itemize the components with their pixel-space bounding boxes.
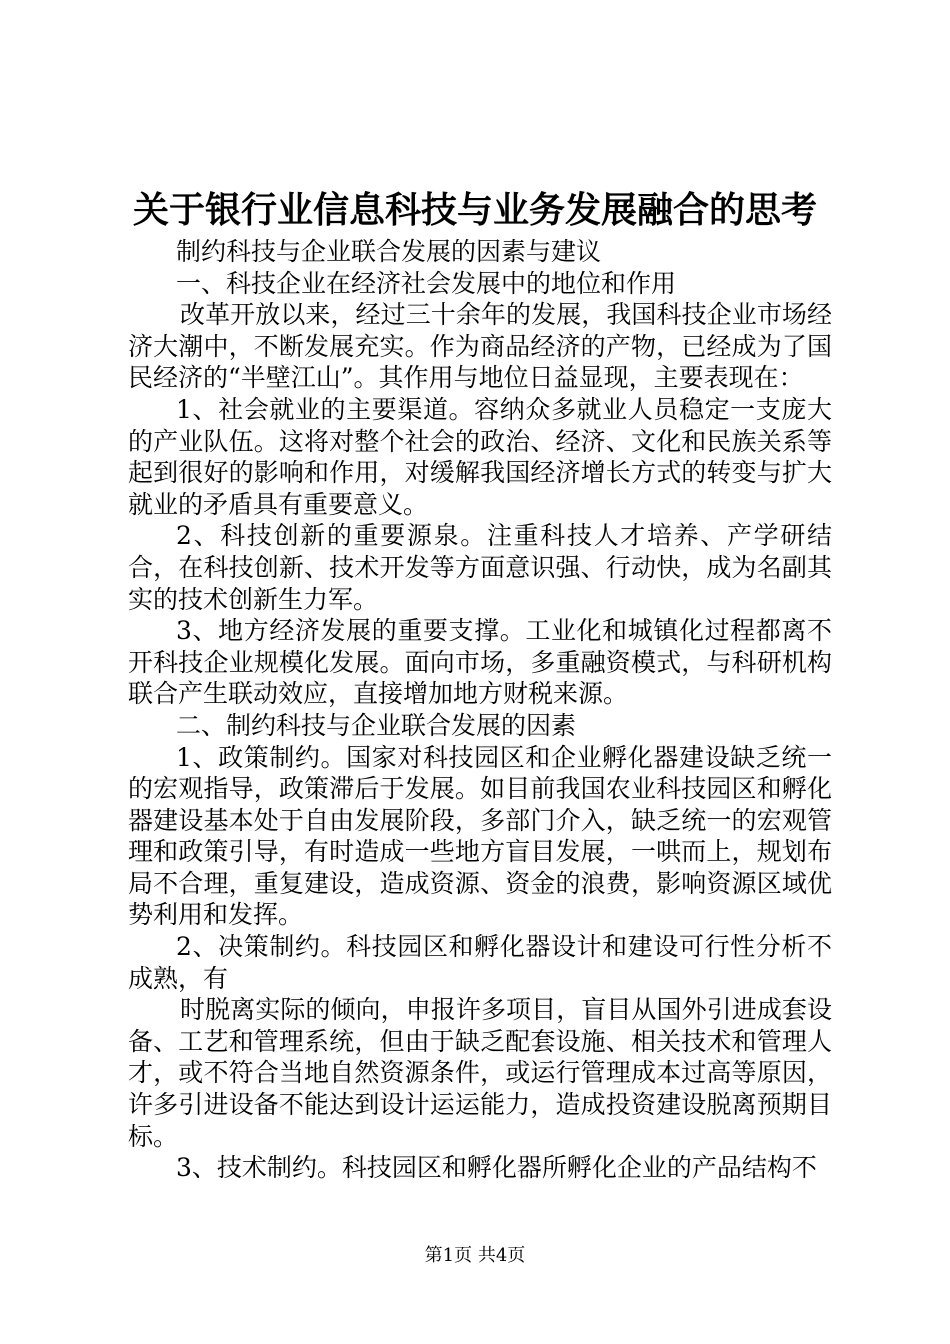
- document-body: [128, 236, 832, 1184]
- paragraph-section-heading-2: 二、制约科技与企业联合发展的因素: [176, 710, 577, 740]
- paragraph-subtitle: 制约科技与企业联合发展的因素与建议: [176, 237, 602, 266]
- paragraph: 时脱离实际的倾向，申报许多项目，盲目从国外引进成套设备、工艺和管理系统，但由于缺乏配套设施、相关技术和管理人才，或不符合当地自然资源条件，或运行管理成本过高等原因，许多引进设备不能达到设计运运能力，造成投资建设脱离预期目标。: [128, 995, 832, 1151]
- paragraph: 3、技术制约。科技园区和孵化器所孵化企业的产品结构不: [176, 1153, 817, 1183]
- paragraph: 2、科技创新的重要源泉。注重科技人才培养、产学研结合，在科技创新、技术开发等方面意识强、行动快，成为名副其实的技术创新生力军。: [128, 521, 832, 614]
- document-title: 关于银行业信息科技与业务发展融合的思考: [132, 189, 817, 231]
- paragraph: 3、地方经济发展的重要支撑。工业化和城镇化过程都离不开科技企业规模化发展。面向市场，多重融资模式，与科研机构联合产生联动效应，直接增加地方财税来源。: [128, 616, 832, 709]
- paragraph: 改革开放以来，经过三十余年的发展，我国科技企业市场经济大潮中，不断发展充实。作为商品经济的产物，已经成为了国民经济的“半壁江山”。其作用与地位日益显现，主要表现在：: [128, 300, 832, 393]
- paragraph: 1、政策制约。国家对科技园区和企业孵化器建设缺乏统一的宏观指导，政策滞后于发展。如目前我国农业科技园区和孵化器建设基本处于自由发展阶段，多部门介入，缺乏统一的宏观管理和政策引导，有时造成一些地方盲目发展，一哄而上，规划布局不合理，重复建设，造成资源、资金的浪费，影响资源区域优势利用和发挥。: [128, 742, 832, 930]
- paragraph: 1、社会就业的主要渠道。容纳众多就业人员稳定一支庞大的产业队伍。这将对整个社会的政治、经济、文化和民族关系等起到很好的影响和作用，对缓解我国经济增长方式的转变与扩大就业的矛盾具有重要意义。: [128, 394, 832, 519]
- paragraph: 2、决策制约。科技园区和孵化器设计和建设可行性分析不成熟，有: [128, 932, 832, 993]
- page-footer: 第1页 共4页: [424, 1245, 526, 1266]
- paragraph-section-heading-1: 一、科技企业在经济社会发展中的地位和作用: [176, 268, 677, 298]
